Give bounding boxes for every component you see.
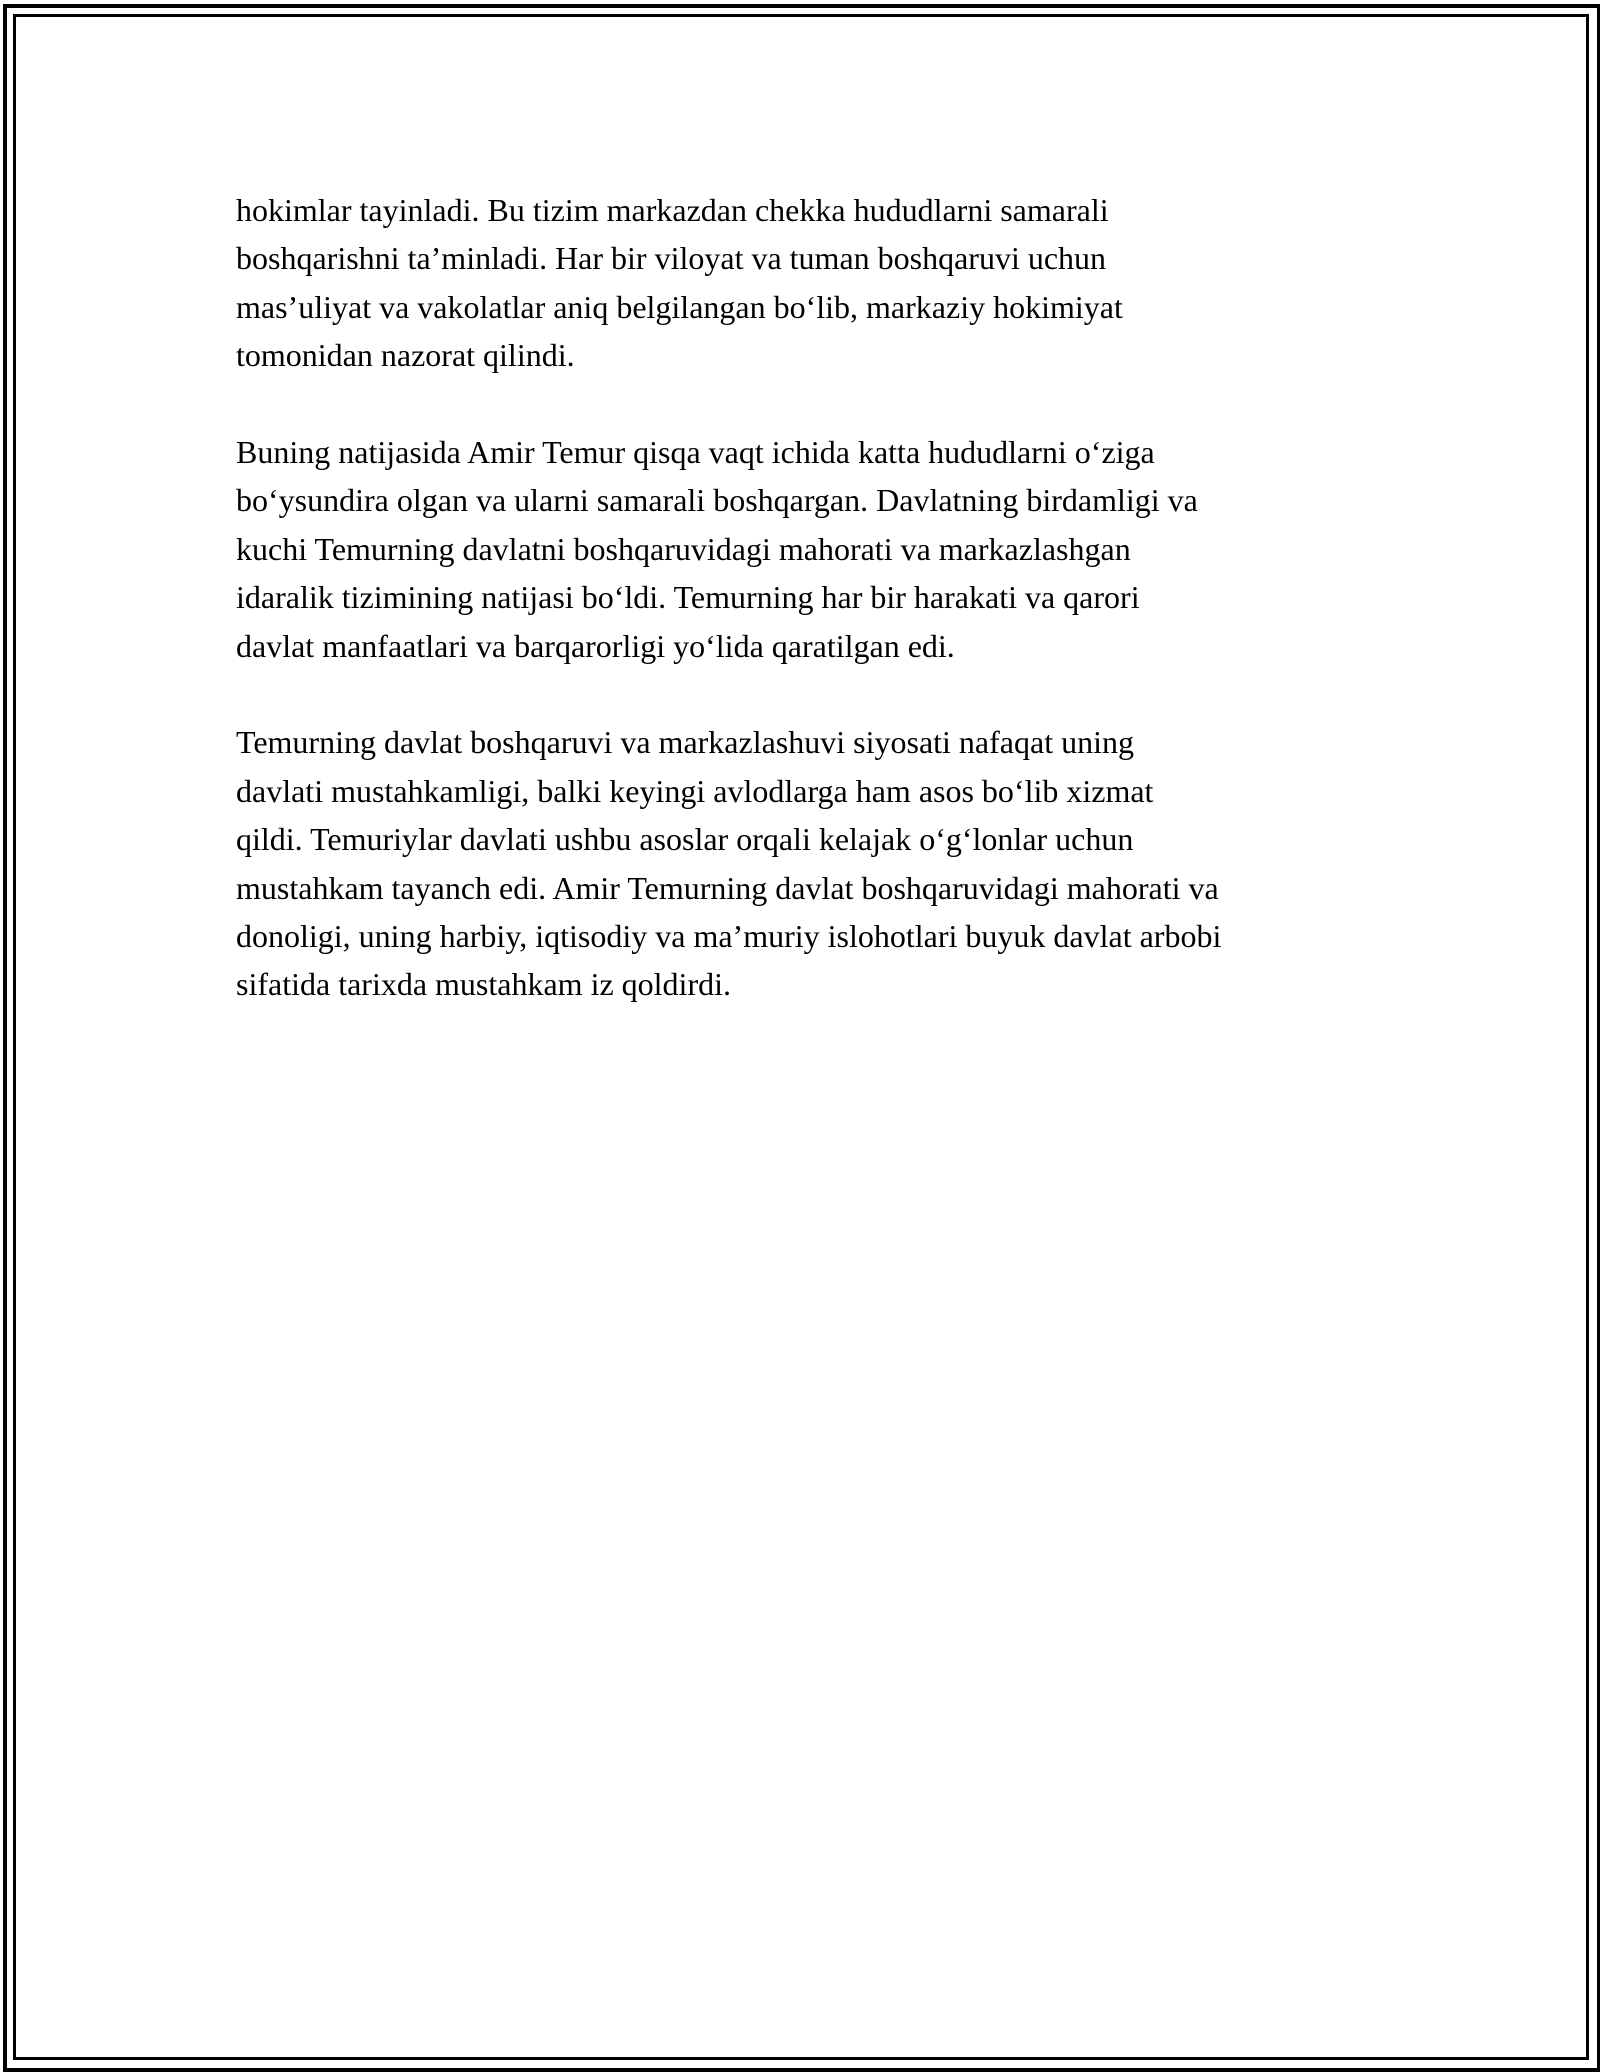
text-line: idaralik tizimining natijasi bo‘ldi. Temurning har bir harakati va qarori [236, 579, 1140, 616]
text-line: sifatida tarixda mustahkam iz qoldirdi. [236, 966, 731, 1003]
text-line: davlati mustahkamligi, balki keyingi avlodlarga ham asos bo‘lib xizmat [236, 772, 1154, 809]
paragraph-1 [236, 186, 1396, 380]
text-line: tomonidan nazorat qilindi. [236, 337, 575, 374]
text-line: mustahkam tayanch edi. Amir Temurning davlat boshqaruvidagi mahorati va [236, 869, 1219, 906]
text-line: qildi. Temuriylar davlati ushbu asoslar orqali kelajak o‘g‘lonlar uchun [236, 821, 1134, 858]
text-line: hokimlar tayinladi. Bu tizim markazdan chekka hududlarni samarali [236, 192, 1109, 228]
text-line: kuchi Temurning davlatni boshqaruvidagi mahorati va markazlashgan [236, 530, 1131, 567]
document-body [236, 186, 1396, 1057]
text-line: mas’uliyat va vakolatlar aniq belgilangan bo‘lib, markaziy hokimiyat [236, 288, 1123, 325]
paragraph-3 [236, 718, 1396, 1008]
text-line: Buning natijasida Amir Temur qisqa vaqt ichida katta hududlarni o‘ziga [236, 434, 1155, 471]
text-line: donoligi, uning harbiy, iqtisodiy va ma’muriy islohotlari buyuk davlat arbobi [236, 918, 1222, 955]
text-line: boshqarishni ta’minladi. Har bir viloyat va tuman boshqaruvi uchun [236, 240, 1107, 277]
text-line: Temurning davlat boshqaruvi va markazlashuvi siyosati nafaqat uning [236, 724, 1134, 761]
text-line: bo‘ysundira olgan va ularni samarali boshqargan. Davlatning birdamligi va [236, 482, 1198, 519]
text-line: davlat manfaatlari va barqarorligi yo‘lida qaratilgan edi. [236, 627, 955, 664]
paragraph-2 [236, 428, 1396, 670]
